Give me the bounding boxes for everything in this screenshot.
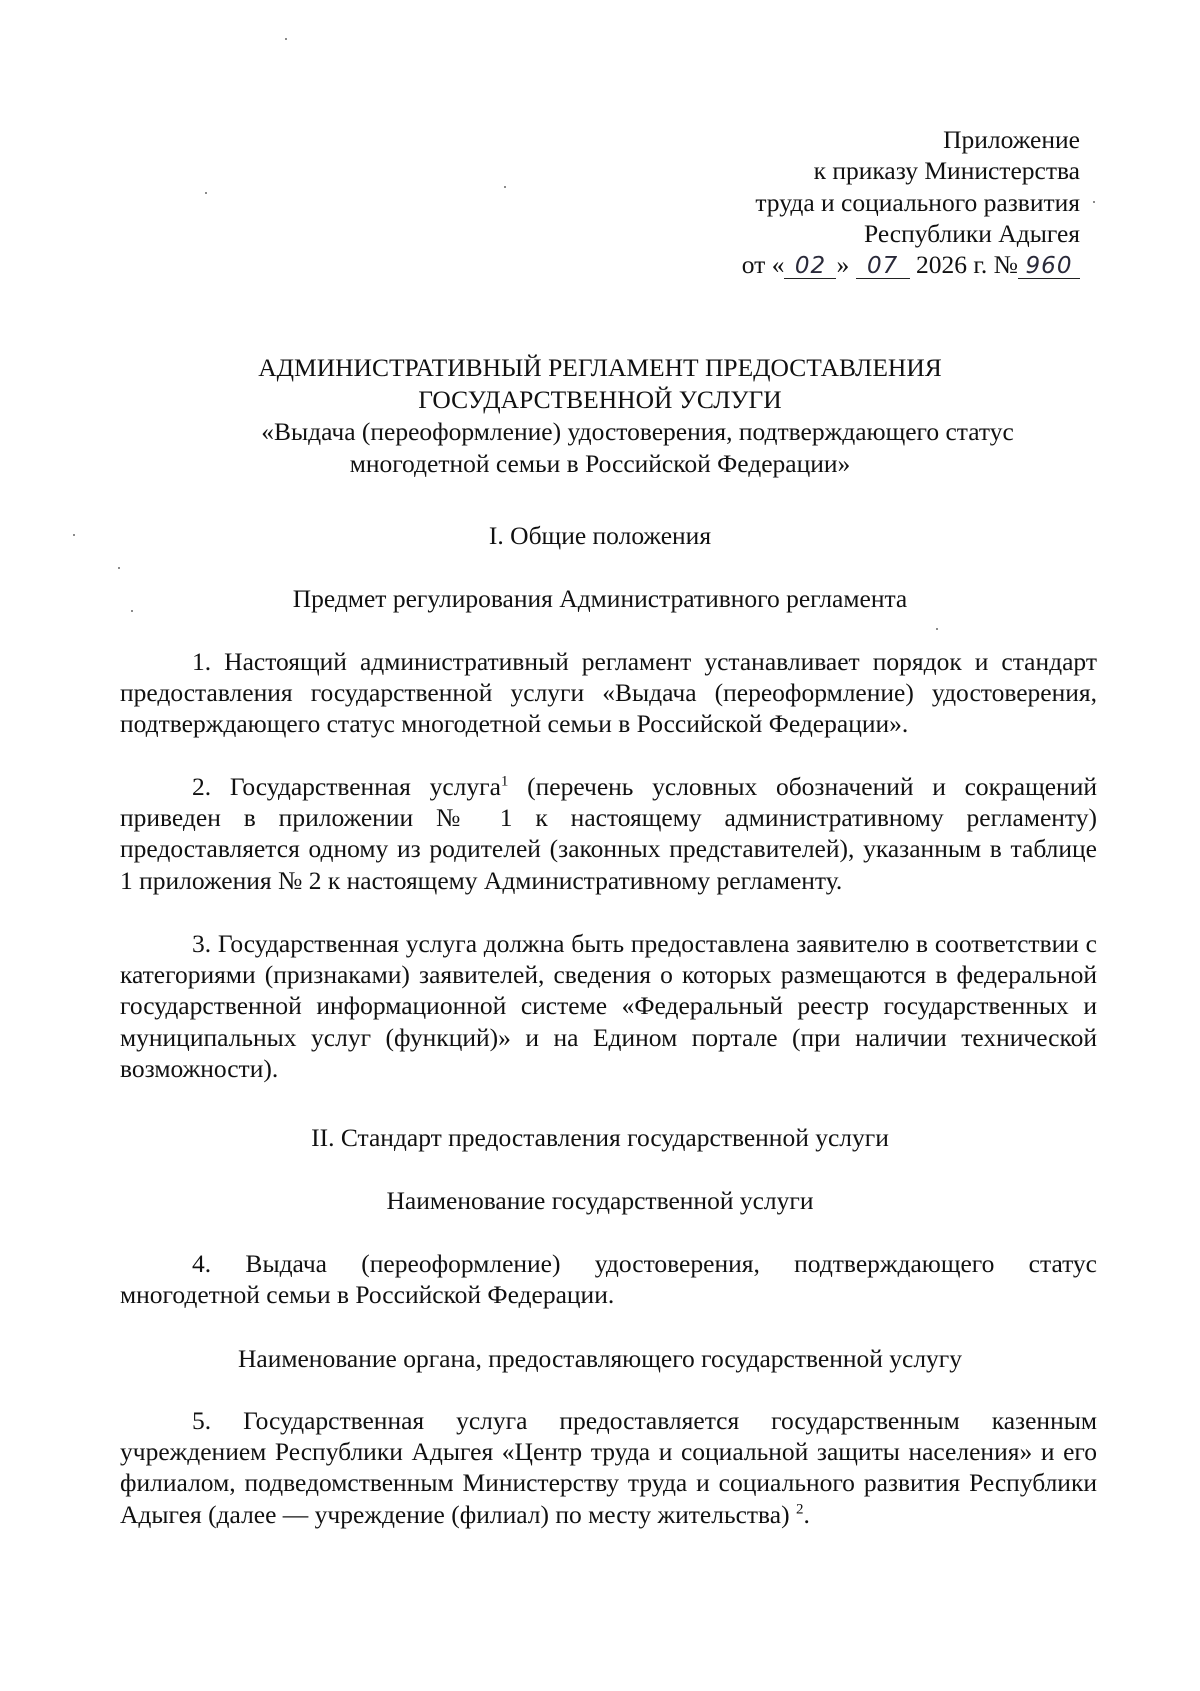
- scan-speck: [73, 534, 75, 536]
- appendix-line: к приказу Министерства: [813, 156, 1080, 186]
- service-name-line: «Выдача (переоформление) удостоверения, подтверждающего статус: [261, 417, 1014, 446]
- paragraph-3: 3. Государственная услуга должна быть предоставлена заявителю в соответствии с категориями (признаками) заявителей, сведения о которых размещаются в федеральной государственной информационной системе «Федеральный реестр государственных и муниципальных услуг (функций)» и на Едином портале (при наличии технической возможности).: [120, 929, 1097, 1083]
- appendix-date-line: [742, 249, 1080, 280]
- title-line: АДМИНИСТРАТИВНЫЙ РЕГЛАМЕНТ ПРЕДОСТАВЛЕНИЯ: [258, 353, 942, 382]
- handwritten-day: 02: [784, 254, 836, 279]
- service-name-line: многодетной семьи в Российской Федерации»: [349, 449, 851, 478]
- footnote-mark: 2: [795, 1501, 804, 1518]
- date-prefix: от «: [741, 250, 785, 280]
- section-heading: II. Стандарт предоставления государственной услуги: [311, 1123, 889, 1152]
- paragraph-text: 5. Государственная услуга предоставляется государственным казенным учреждением Республики Адыгея «Центр труда и социальной защиты населения» и его филиалом, подведомственным Министерству труда и социального развития Республики Адыгея (далее — учреждение (филиал) по месту жительства): [120, 1406, 1097, 1529]
- appendix-line: Приложение: [943, 125, 1080, 154]
- section-subheading: Предмет регулирования Административного регламента: [292, 584, 908, 613]
- section-subheading: Наименование государственной услуги: [386, 1186, 814, 1215]
- section-heading: I. Общие положения: [488, 521, 712, 550]
- section-subheading: Наименование органа, предоставляющего государственной услугу: [237, 1344, 963, 1373]
- date-mid: »: [836, 250, 850, 280]
- service-name: [120, 416, 1080, 480]
- handwritten-number: 960: [1018, 254, 1080, 279]
- scan-speck: [1093, 201, 1095, 203]
- appendix-line: Республики Адыгея: [864, 218, 1080, 248]
- handwritten-month: 07: [856, 254, 910, 279]
- appendix-block: [742, 124, 1080, 280]
- scan-speck: [504, 186, 506, 188]
- paragraph-2: [120, 771, 1097, 896]
- paragraph-4: 4. Выдача (переоформление) удостоверения, подтверждающего статус многодетной семьи в Российской Федерации.: [120, 1249, 1097, 1310]
- paragraph-text: 2. Государственная услуга: [192, 772, 501, 801]
- scan-speck: [205, 192, 207, 194]
- title-line: ГОСУДАРСТВЕННОЙ УСЛУГИ: [418, 385, 782, 414]
- document-title: [120, 352, 1080, 416]
- scan-speck: [118, 567, 120, 569]
- paragraph-text: (перечень условных обозначений и сокращений приведен в приложении № 1 к настоящему административному регламенту) предоставляется одному из родителей (законных представителей), указанным в таблице 1 приложения № 2 к настоящему Административному регламенту.: [120, 772, 1097, 895]
- paragraph-text: .: [803, 1499, 810, 1529]
- scan-speck: [285, 38, 287, 40]
- paragraph-5: [120, 1405, 1097, 1530]
- paragraph-1: 1. Настоящий административный регламент устанавливает порядок и стандарт предоставления государственной услуги «Выдача (переоформление) удостоверения, подтверждающего статус многодетной семьи в Российской Федерации».: [120, 647, 1097, 739]
- footnote-mark: 1: [500, 773, 509, 790]
- scan-speck: [936, 628, 938, 630]
- appendix-line: труда и социального развития: [755, 187, 1080, 217]
- date-year: 2026 г. №: [915, 250, 1018, 280]
